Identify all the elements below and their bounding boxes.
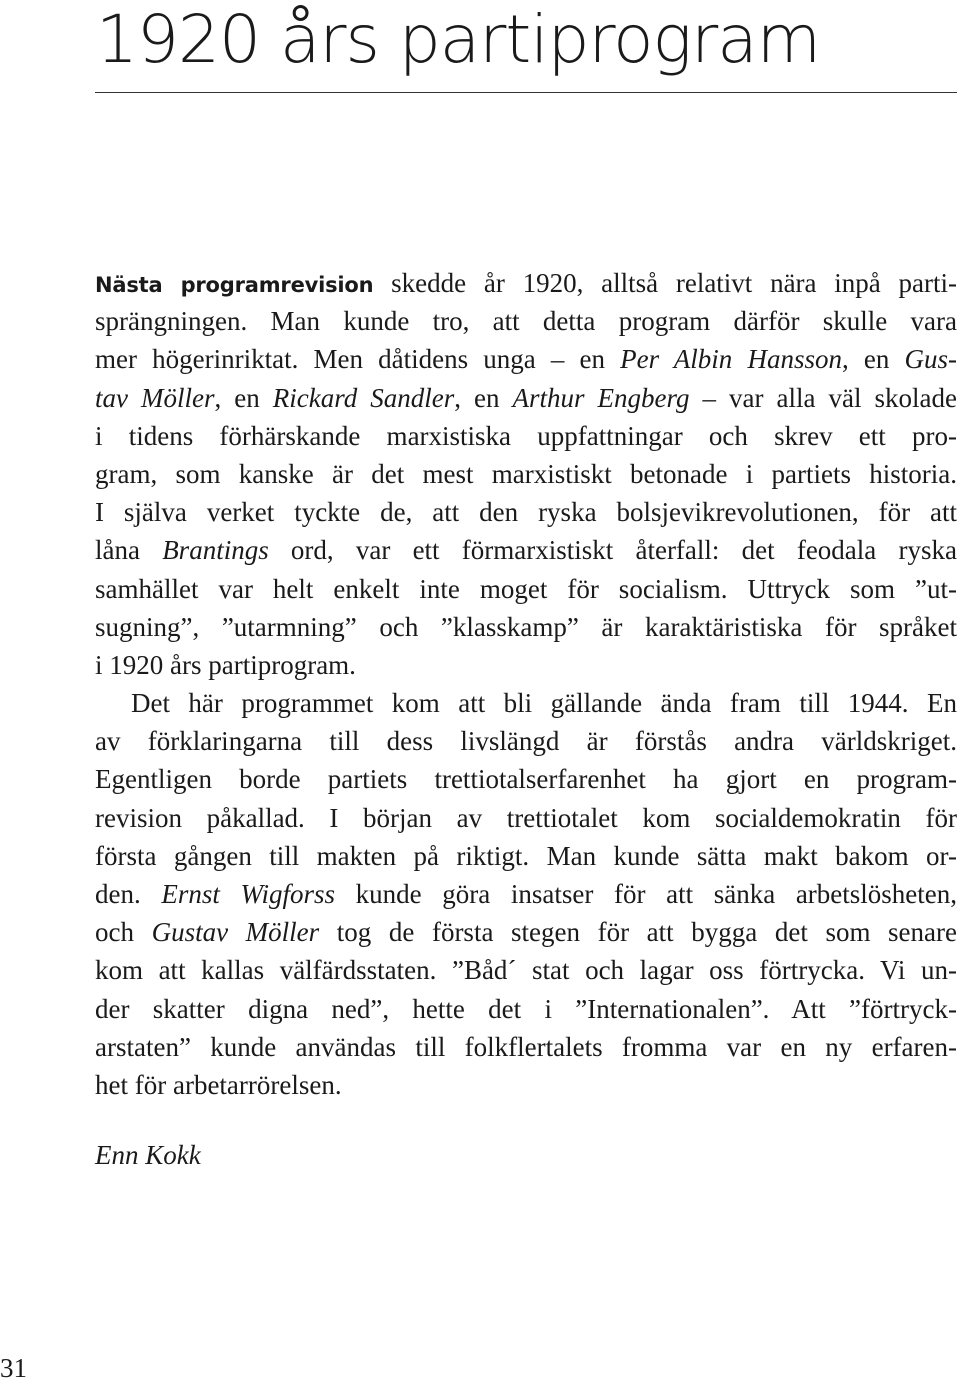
text-line	[95, 1066, 957, 1104]
text-line	[95, 837, 957, 875]
lead-in-text: Nästa programrevision	[95, 273, 374, 297]
text-line	[95, 951, 957, 989]
text-run: sugning”, ”utarmning” och ”klasskamp” är karaktäristiska för språket	[95, 611, 957, 642]
text-line	[95, 379, 957, 417]
text-run: Det här programmet kom att bli gällande ända fram till 1944. En	[131, 688, 957, 719]
person-name: Gus-	[904, 344, 957, 375]
text-line	[95, 684, 957, 722]
page-title: 1920 års partiprogram	[96, 1, 821, 78]
article-body	[95, 264, 957, 1104]
text-line	[95, 493, 957, 531]
text-line	[95, 722, 957, 760]
person-name: Per Albin Hansson	[620, 344, 842, 375]
text-line	[95, 646, 957, 684]
text-run: sprängningen. Man kunde tro, att detta program därför skulle vara	[95, 306, 957, 337]
text-run: kunde göra insatser för att sänka arbetslösheten,	[335, 879, 958, 909]
text-run: arstaten” kunde användas till folkflertalets fromma var en ny erfaren-	[95, 1031, 957, 1062]
title-rule	[95, 92, 957, 93]
text-line	[95, 302, 957, 340]
person-name: tav Möller	[95, 382, 215, 413]
text-line	[95, 417, 957, 455]
text-run: i tidens förhärskande marxistiska uppfattningar och skrev ett pro-	[95, 420, 957, 451]
text-run: der skatter digna ned”, hette det i ”Internationalen”. Att ”förtryck-	[95, 993, 957, 1024]
text-run: , en	[214, 382, 273, 413]
text-run: samhället var helt enkelt inte moget för socialism. Uttryck som ”ut-	[95, 573, 957, 604]
text-run: kom att kallas välfärdsstaten. ”Båd´ stat och lagar oss förtrycka. Vi un-	[95, 955, 957, 986]
text-line	[95, 570, 957, 608]
person-name: Ernst Wigforss	[161, 879, 336, 909]
text-run: het för arbetarrörelsen.	[95, 1069, 342, 1100]
text-line	[95, 760, 957, 798]
person-name: Rickard Sandler	[272, 382, 455, 413]
text-line	[95, 1028, 957, 1066]
text-run: tog de första stegen för att bygga det som senare	[319, 917, 957, 948]
text-run: låna	[95, 535, 163, 566]
text-run: , en	[454, 382, 513, 413]
person-name: Arthur Engberg	[512, 382, 690, 413]
text-run: revision påkallad. I början av trettiotalet kom socialdemokratin för	[95, 802, 957, 833]
text-line	[95, 608, 957, 646]
page-number: 31	[0, 1353, 27, 1383]
text-line	[95, 799, 957, 837]
text-line	[95, 913, 957, 951]
text-run: gram, som kanske är det mest marxistiskt betonade i partiets historia.	[95, 458, 957, 489]
text-run: Egentligen borde partiets trettiotalserfarenhet ha gjort en program-	[95, 764, 957, 795]
text-line	[95, 455, 957, 493]
text-run: mer högerinriktat. Men dåtidens unga – en	[95, 344, 621, 375]
text-line	[95, 531, 957, 569]
text-run: ord, var ett förmarxistiskt återfall: det feodala ryska	[268, 535, 957, 566]
person-name: Gustav Möller	[151, 917, 320, 948]
text-run: – var alla väl skolade	[689, 382, 957, 413]
person-name: Brantings	[162, 535, 269, 566]
text-run: den.	[95, 879, 162, 909]
text-line	[95, 264, 957, 302]
text-run: första gången till makten på riktigt. Man kunde sätta makt bakom or-	[95, 840, 957, 871]
text-line	[95, 875, 957, 913]
text-run: I själva verket tyckte de, att den ryska bolsjevikrevolutionen, för att	[95, 497, 957, 528]
text-run: av förklaringarna till dess livslängd är förstås andra världskriget.	[95, 726, 957, 757]
text-run: i 1920 års partiprogram.	[95, 649, 356, 680]
text-run: , en	[841, 344, 905, 375]
text-run: skedde år 1920, alltså relativt nära inpå parti-	[373, 268, 957, 298]
text-run: och	[95, 917, 152, 948]
author-name: Enn Kokk	[95, 1140, 201, 1170]
text-line	[95, 990, 957, 1028]
text-line	[95, 340, 957, 378]
